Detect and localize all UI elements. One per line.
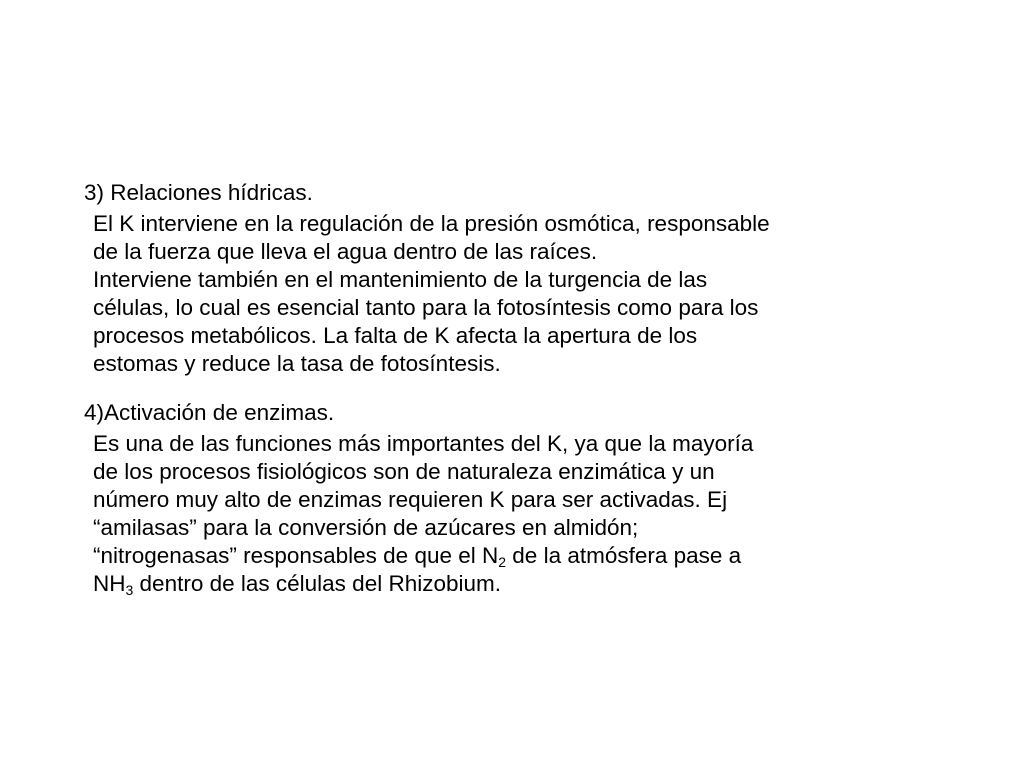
text-line: “amilasas” para la conversión de azúcares en almidón; xyxy=(93,515,639,540)
text-line: Interviene también en el mantenimiento de la turgencia de las xyxy=(93,267,708,292)
text-fragment: dentro de las células del Rhizobium. xyxy=(133,571,501,596)
subscript: 2 xyxy=(498,554,507,570)
text-line-rhizobium xyxy=(93,570,984,598)
text-fragment: “nitrogenasas” responsables de que el N xyxy=(93,543,499,568)
text-line: El K interviene en la regulación de la presión osmótica, responsable xyxy=(93,211,770,236)
text-line: estomas y reduce la tasa de fotosíntesis. xyxy=(93,351,501,376)
text-line: número muy alto de enzimas requieren K para ser activadas. Ej xyxy=(93,487,728,512)
text-line: células, lo cual es esencial tanto para la fotosíntesis como para los xyxy=(93,295,759,320)
slide-body xyxy=(84,176,984,598)
paragraph-enzimas xyxy=(84,430,984,598)
text-line: Es una de las funciones más importantes del K, ya que la mayoría xyxy=(93,431,754,456)
text-line-nitrogenasas xyxy=(93,542,984,570)
text-line: de la fuerza que lleva el agua dentro de las raíces. xyxy=(93,239,598,264)
heading-relaciones-hidricas: 3) Relaciones hídricas. xyxy=(84,180,313,205)
paragraph-turgencia xyxy=(84,266,984,378)
text-fragment: NH xyxy=(93,571,126,596)
text-line: procesos metabólicos. La falta de K afecta la apertura de los xyxy=(93,323,698,348)
paragraph-presion-osmotica xyxy=(84,210,984,266)
heading-activacion-enzimas: 4)Activación de enzimas. xyxy=(84,400,335,425)
text-line: de los procesos fisiológicos son de naturaleza enzimática y un xyxy=(93,459,715,484)
subscript: 3 xyxy=(125,582,134,598)
text-fragment: de la atmósfera pase a xyxy=(506,543,742,568)
